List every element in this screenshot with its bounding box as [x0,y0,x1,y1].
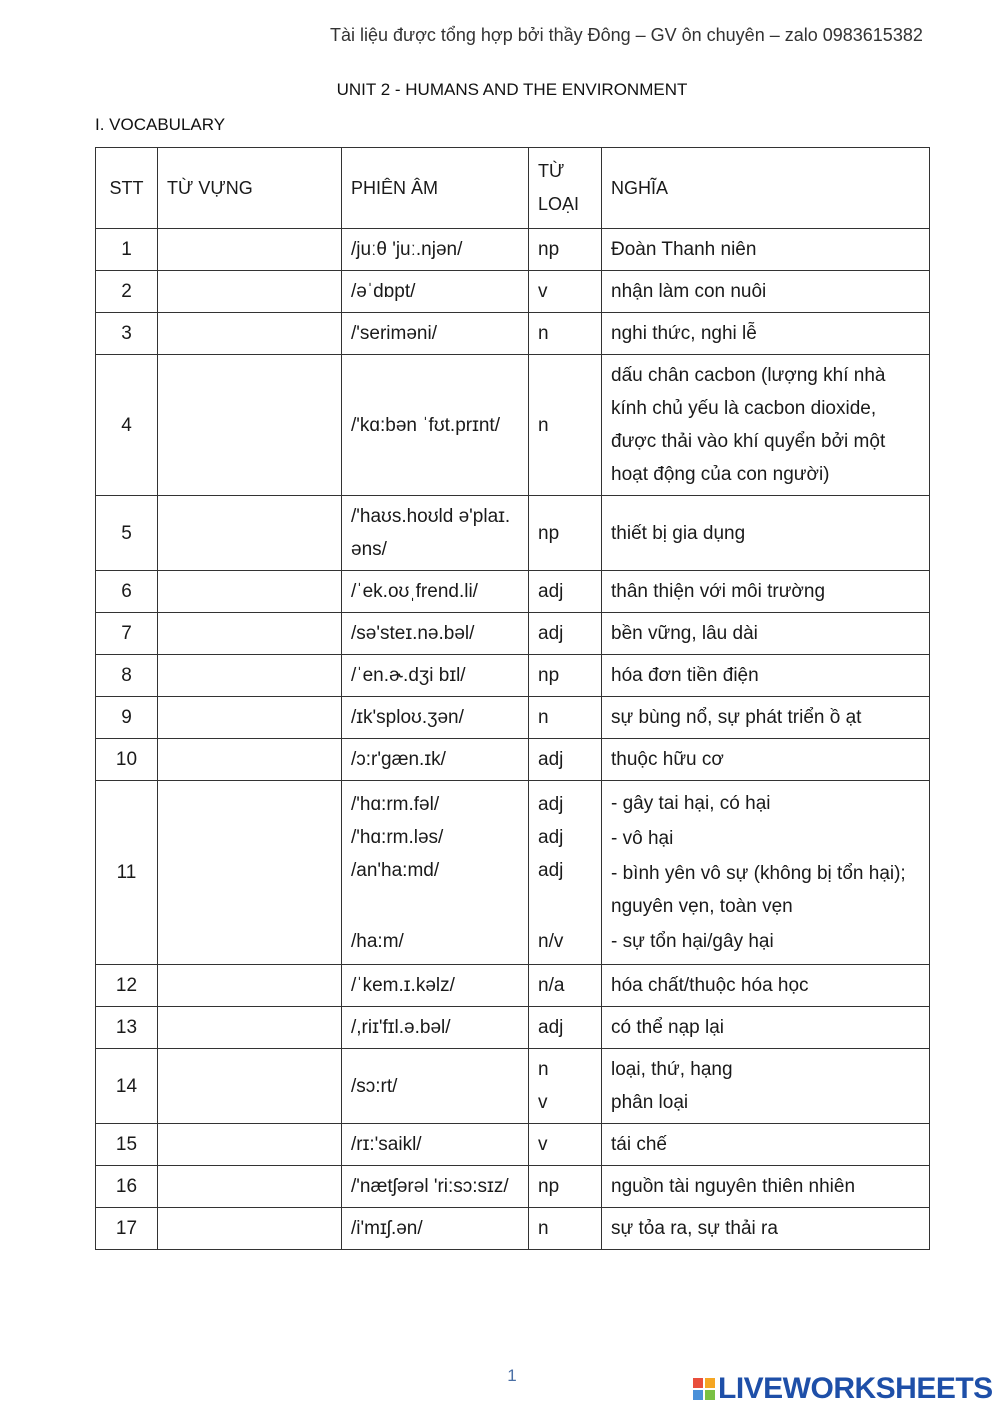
cell-meaning [602,1049,930,1124]
cell-phonetic: /'nætʃərəl 'ri:sɔ:sɪz/ [342,1166,529,1208]
header-pos-line1: TỪ [538,161,565,181]
cell-word [158,355,342,496]
table-row [96,229,930,271]
cell-phonetic: /ɪk'sploʊ.ʒən/ [342,697,529,739]
unit-title: UNIT 2 - HUMANS AND THE ENVIRONMENT [336,80,688,99]
meaning-line: - gây tai hại, có hại [611,793,771,814]
cell-stt: 5 [96,496,158,571]
cell-word [158,271,342,313]
logo-square [693,1390,703,1400]
cell-pos: v [529,1124,602,1166]
cell-phonetic: /ɔ:r'gæn.ɪk/ [342,739,529,781]
cell-pos [529,781,602,965]
cell-stt: 17 [96,1208,158,1250]
table-row [96,271,930,313]
cell-meaning: nguồn tài nguyên thiên nhiên [602,1166,930,1208]
table-row [96,1208,930,1250]
cell-meaning: có thể nạp lại [602,1007,930,1049]
cell-stt: 9 [96,697,158,739]
table-row [96,571,930,613]
cell-meaning: Đoàn Thanh niên [602,229,930,271]
cell-word [158,571,342,613]
pos-line: adj [538,859,564,881]
table-row [96,1049,930,1124]
cell-word [158,1166,342,1208]
table-row [96,739,930,781]
cell-stt: 10 [96,739,158,781]
cell-meaning: thuộc hữu cơ [602,739,930,781]
cell-pos: np [529,1166,602,1208]
cell-phonetic: /əˈdɒpt/ [342,271,529,313]
pos-line: adj [538,826,564,848]
table-row [96,613,930,655]
cell-word [158,965,342,1007]
cell-pos: adj [529,739,602,781]
cell-pos [529,1049,602,1124]
table-row [96,1124,930,1166]
cell-word [158,697,342,739]
cell-word [158,229,342,271]
table-row [96,355,930,496]
cell-stt: 2 [96,271,158,313]
cell-meaning: bền vững, lâu dài [602,613,930,655]
cell-word [158,1049,342,1124]
cell-phonetic: /'kɑ:bən ˈfʊt.prɪnt/ [342,355,529,496]
header-word: TỪ VỰNG [158,148,342,229]
cell-meaning: sự tỏa ra, sự thải ra [602,1208,930,1250]
cell-phonetic: /ˈkem.ɪ.kəlz/ [342,965,529,1007]
header-note: Tài liệu được tổng hợp bởi thầy Đông – GV ôn chuyên – zalo 0983615382 [330,25,923,45]
meaning-line: - vô hại [611,828,674,849]
pos-line: adj [538,793,564,815]
cell-meaning: hóa chất/thuộc hóa học [602,965,930,1007]
cell-pos: adj [529,613,602,655]
cell-pos: adj [529,571,602,613]
cell-meaning: thân thiện với môi trường [602,571,930,613]
cell-word [158,781,342,965]
liveworksheets-logo[interactable] [693,1372,993,1406]
cell-stt: 6 [96,571,158,613]
cell-meaning [602,781,930,965]
cell-meaning: sự bùng nổ, sự phát triển ồ ạt [602,697,930,739]
header-stt: STT [96,148,158,229]
liveworksheets-logo-text: LIVEWORKSHEETS [718,1372,993,1405]
cell-pos: n/a [529,965,602,1007]
cell-word [158,613,342,655]
phonetic-line: /an'ha:md/ [351,859,440,881]
cell-word [158,1007,342,1049]
cell-stt: 13 [96,1007,158,1049]
cell-stt: 16 [96,1166,158,1208]
cell-phonetic: /ˈen.ɚ.dʒi bɪl/ [342,655,529,697]
logo-square [705,1378,715,1388]
cell-stt: 15 [96,1124,158,1166]
pos-line: n/v [538,930,564,952]
cell-phonetic: /ˈek.oʊˌfrend.li/ [342,571,529,613]
cell-phonetic [342,781,529,965]
cell-stt: 11 [96,781,158,965]
cell-pos: adj [529,1007,602,1049]
cell-pos: np [529,496,602,571]
header-part-of-speech [529,148,602,229]
header-meaning: NGHĨA [602,148,930,229]
cell-pos: n [529,1208,602,1250]
cell-pos: np [529,229,602,271]
table-row [96,655,930,697]
cell-meaning: hóa đơn tiền điện [602,655,930,697]
cell-stt: 12 [96,965,158,1007]
pos-line: n [538,1059,549,1080]
header-phonetic: PHIÊN ÂM [342,148,529,229]
section-title: I. VOCABULARY [95,115,226,134]
cell-phonetic: /'haʊs.hoʊld ə'plaɪ. əns/ [342,496,529,571]
cell-pos: n [529,313,602,355]
cell-word [158,739,342,781]
cell-word [158,1124,342,1166]
cell-word [158,496,342,571]
cell-pos: np [529,655,602,697]
cell-stt: 7 [96,613,158,655]
logo-square [705,1390,715,1400]
phonetic-line: /'hɑ:rm.ləs/ [351,826,444,848]
vocabulary-table [95,147,930,1250]
cell-pos: n [529,355,602,496]
cell-pos: v [529,271,602,313]
cell-stt: 4 [96,355,158,496]
meaning-line: phân loại [611,1092,689,1113]
cell-pos: n [529,697,602,739]
cell-phonetic: /,riɪ'fɪl.ə.bəl/ [342,1007,529,1049]
cell-phonetic: /juːθ 'juː.njən/ [342,229,529,271]
table-row [96,496,930,571]
cell-stt: 14 [96,1049,158,1124]
cell-word [158,655,342,697]
table-row [96,965,930,1007]
cell-word [158,1208,342,1250]
cell-stt: 3 [96,313,158,355]
table-row [96,1166,930,1208]
cell-phonetic: /i'mɪʃ.ən/ [342,1208,529,1250]
cell-stt: 1 [96,229,158,271]
cell-phonetic: /'seriməni/ [342,313,529,355]
cell-stt: 8 [96,655,158,697]
pos-line: v [538,1092,548,1113]
page-number: 1 [507,1366,517,1385]
cell-phonetic: /sə'steɪ.nə.bəl/ [342,613,529,655]
logo-square [693,1378,703,1388]
table-row [96,781,930,965]
table-row [96,697,930,739]
phonetic-line: /ha:m/ [351,930,404,952]
table-row [96,1007,930,1049]
liveworksheets-logo-icon [693,1378,715,1400]
cell-meaning: nhận làm con nuôi [602,271,930,313]
cell-meaning: dấu chân cacbon (lượng khí nhà kính chủ yếu là cacbon dioxide, được thải vào khí quyển bởi một hoạt động của con người) [602,355,930,496]
table-row [96,313,930,355]
table-header-row [96,148,930,229]
phonetic-line: /'hɑ:rm.fəl/ [351,793,440,815]
cell-meaning: thiết bị gia dụng [602,496,930,571]
cell-word [158,313,342,355]
meaning-line: loại, thứ, hạng [611,1059,733,1080]
cell-phonetic: /sɔ:rt/ [342,1049,529,1124]
meaning-line: - sự tổn hại/gây hại [611,931,774,952]
cell-meaning: nghi thức, nghi lễ [602,313,930,355]
meaning-line: - bình yên vô sự (không bị tổn hại); nguyên vẹn, toàn vẹn [611,863,906,917]
cell-phonetic: /rɪ:'saikl/ [342,1124,529,1166]
cell-meaning: tái chế [602,1124,930,1166]
header-pos-line2: LOẠI [538,194,580,214]
